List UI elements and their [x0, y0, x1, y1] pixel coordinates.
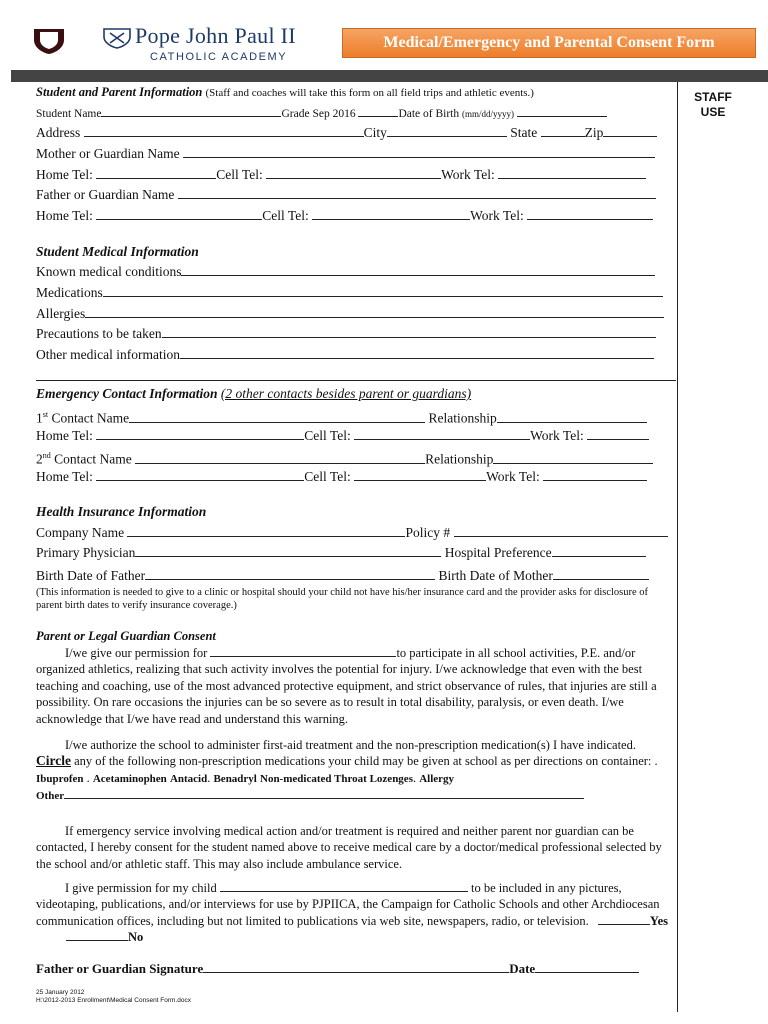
mother-work-tel-field[interactable] — [498, 166, 646, 179]
med-allergy[interactable]: Allergy — [419, 772, 455, 785]
student-name-field[interactable] — [101, 104, 281, 117]
contact1-work-tel-label: Work Tel: — [530, 428, 584, 443]
mother-home-tel-field[interactable] — [96, 166, 216, 179]
student-parent-heading-note: (Staff and coaches will take this form on all field trips and athletic events.) — [205, 87, 534, 99]
consent-p1-rest: to participate in all school activities, P.E. and/or organized athletics, realizing that such activity involves the potential for injury. I/we acknowledge that even with the best teaching and coaching, use of the most advanced protective equipment, and strict observance of rules, that injuries are still a possibility. On rare occasions the injuries can be so severe as to result in total disability, paralysis, or even death. I/we acknowledge that I/we have read and understand this warning. — [36, 646, 657, 726]
mother-label: Mother or Guardian Name — [36, 146, 180, 161]
father-cell-tel-label: Cell Tel: — [262, 208, 309, 223]
company-label: Company Name — [36, 525, 125, 540]
contact2-cell-tel-field[interactable] — [354, 468, 486, 481]
mother-cell-tel-field[interactable] — [266, 166, 441, 179]
consent-paragraph-4 — [36, 880, 674, 946]
contact2-row — [36, 447, 653, 468]
form-title: Medical/Emergency and Parental Consent Form — [383, 34, 715, 51]
policy-label: Policy # — [405, 525, 451, 540]
media-no-field[interactable] — [66, 929, 128, 941]
father-work-tel-label: Work Tel: — [470, 208, 524, 223]
signature-row — [36, 960, 639, 977]
father-home-tel-label: Home Tel: — [36, 208, 93, 223]
medical-extra-line[interactable] — [36, 380, 676, 381]
city-label: City — [363, 125, 387, 140]
medication-options: . Ibuprofen . Acetaminophen Antacid. Benadryl Non-medicated Throat Lozenges. Allergy — [36, 754, 658, 785]
school-subtitle: CATHOLIC ACADEMY — [150, 51, 288, 63]
margin-divider-line — [677, 82, 678, 1012]
consent-p2-start: I/we authorize the school to administer first-aid treatment and the non-prescription medication(s) I have indicated. — [65, 738, 636, 752]
med-other-label: Other — [36, 790, 65, 803]
mother-birth-field[interactable] — [553, 567, 649, 580]
father-phone-row — [36, 207, 653, 224]
contact1-name-label: Contact Name — [48, 410, 130, 426]
physician-row — [36, 544, 646, 561]
consent-paragraph-1 — [36, 645, 674, 727]
contact2-relationship-field[interactable] — [493, 451, 653, 464]
footer-date: 25 January 2012 — [36, 989, 85, 996]
mother-row — [36, 145, 655, 162]
medications-row — [36, 284, 663, 301]
precautions-row — [36, 325, 656, 342]
medical-heading: Student Medical Information — [36, 244, 199, 259]
address-label: Address — [36, 125, 81, 140]
school-name: Pope John Paul II — [135, 23, 296, 48]
grade-field[interactable] — [358, 104, 398, 117]
emergency-heading-note: (2 other contacts besides parent or guardians) — [220, 386, 472, 401]
hospital-field[interactable] — [552, 544, 646, 557]
contact1-name-field[interactable] — [129, 410, 425, 423]
precautions-label: Precautions to be taken — [36, 326, 162, 341]
med-acetaminophen[interactable]: Acetaminophen — [92, 772, 167, 785]
contact1-cell-tel-field[interactable] — [354, 427, 530, 440]
consent-p2-rest: any of the following non-prescription medications your child may be given at school as per directions on container: — [74, 754, 652, 769]
header-divider-bar — [11, 70, 768, 82]
father-row — [36, 186, 656, 203]
contact1-home-tel-field[interactable] — [96, 427, 304, 440]
shield-logo-icon — [33, 28, 65, 55]
contact1-relationship-label: Relationship — [428, 410, 497, 426]
mother-field[interactable] — [183, 145, 655, 158]
student-parent-heading: Student and Parent Information — [36, 85, 203, 99]
staff-use-label: STAFF USE — [694, 90, 732, 119]
contact2-phone-row — [36, 468, 647, 485]
conditions-field[interactable] — [181, 263, 655, 276]
student-name-row — [36, 104, 607, 123]
circle-word: Circle — [36, 753, 71, 769]
mother-birth-label: Birth Date of Mother — [438, 568, 553, 583]
allergies-label: Allergies — [36, 306, 86, 321]
student-name-label: Student Name — [36, 108, 102, 120]
contact2-relationship-label: Relationship — [425, 451, 494, 467]
state-field[interactable] — [541, 124, 585, 137]
mother-work-tel-label: Work Tel: — [441, 167, 495, 182]
contact2-sup: nd — [42, 451, 51, 460]
other-medical-field[interactable] — [180, 346, 654, 359]
contact2-name-field[interactable] — [135, 451, 425, 464]
dob-label: Date of Birth — [398, 108, 460, 120]
contact1-row — [36, 406, 647, 427]
state-label: State — [510, 125, 538, 140]
father-cell-tel-field[interactable] — [312, 207, 470, 220]
father-label: Father or Guardian Name — [36, 187, 175, 202]
signature-date-field[interactable] — [535, 960, 639, 973]
allergies-row — [36, 305, 664, 322]
policy-field[interactable] — [454, 524, 668, 537]
dob-format-label: (mm/dd/yyyy) — [462, 109, 515, 119]
med-benadryl[interactable]: Benadryl — [213, 772, 257, 785]
media-no-label: No — [128, 930, 144, 945]
med-lozenges[interactable]: Non-medicated Throat Lozenges — [260, 772, 413, 785]
consent-p3-text: If emergency service involving medical action and/or treatment is required and neither parent nor guardian can be contacted, I hereby consent for the student named above to receive medical care by a doctor/medical professional selected by the school and/or athletic staff. This may also include ambulance service. — [36, 824, 662, 871]
zip-label: Zip — [584, 125, 604, 140]
contact2-work-tel-field[interactable] — [543, 468, 647, 481]
father-birth-label: Birth Date of Father — [36, 568, 146, 583]
form-title-banner — [342, 28, 756, 58]
contact1-home-tel-label: Home Tel: — [36, 428, 93, 443]
physician-field[interactable] — [135, 544, 441, 557]
contact1-num: 1 — [36, 410, 43, 426]
emergency-heading-line — [36, 385, 471, 402]
father-home-tel-field[interactable] — [96, 207, 262, 220]
footer-path: H:\2012-2013 Enrollment\Medical Consent Form.docx — [36, 997, 191, 1004]
city-field[interactable] — [387, 124, 507, 137]
hospital-label: Hospital Preference — [444, 545, 552, 560]
birthdates-row — [36, 567, 649, 584]
conditions-label: Known medical conditions — [36, 264, 182, 279]
father-work-tel-field[interactable] — [527, 207, 653, 220]
insurance-note: (This information is needed to give to a clinic or hospital should your child not have his/her insurance card and the provider asks for disclosure of parent birth dates to verify insurance coverage.) — [36, 587, 649, 611]
contact2-cell-tel-label: Cell Tel: — [304, 469, 351, 484]
other-medical-row — [36, 346, 654, 363]
participant-name-field[interactable] — [210, 645, 396, 657]
contact1-sup: st — [42, 410, 49, 419]
mother-home-tel-label: Home Tel: — [36, 167, 93, 182]
contact2-work-tel-label: Work Tel: — [486, 469, 540, 484]
contact2-num: 2 — [36, 451, 43, 467]
company-field[interactable] — [127, 524, 405, 537]
contact1-cell-tel-label: Cell Tel: — [304, 428, 351, 443]
grade-label: Grade Sep 2016 — [281, 108, 356, 120]
allergies-field[interactable] — [85, 305, 664, 318]
media-yes-field[interactable] — [598, 913, 650, 925]
consent-p1-start: I/we give our permission for — [65, 646, 208, 660]
media-yes-label: Yes — [649, 913, 668, 928]
company-row — [36, 524, 668, 541]
consent-p4-rest: to be included in any pictures, videotaping, publications, and/or interviews for use by PJPIICA, the Campaign for Catholic Schools and other Archdiocesan communication offices, including but not limited to publications via web site, newspapers, radio, or television. — [36, 881, 660, 928]
mother-phone-row — [36, 166, 646, 183]
consent-paragraph-2 — [36, 737, 674, 805]
contact1-work-tel-field[interactable] — [587, 427, 649, 440]
precautions-field[interactable] — [162, 325, 656, 338]
contact1-phone-row — [36, 427, 649, 444]
contact2-home-tel-field[interactable] — [96, 468, 304, 481]
medications-label: Medications — [36, 285, 103, 300]
dob-field[interactable] — [517, 104, 607, 117]
consent-heading: Parent or Legal Guardian Consent — [36, 629, 216, 643]
media-child-name-field[interactable] — [220, 880, 468, 892]
med-antacid[interactable]: Antacid — [169, 772, 208, 785]
consent-paragraph-3 — [36, 823, 674, 872]
signature-label: Father or Guardian Signature — [36, 961, 204, 976]
zip-field[interactable] — [603, 124, 657, 137]
address-row — [36, 124, 657, 141]
contact2-home-tel-label: Home Tel: — [36, 469, 93, 484]
signature-field[interactable] — [203, 960, 509, 973]
insurance-heading: Health Insurance Information — [36, 504, 207, 519]
consent-p4-start: I give permission for my child — [65, 881, 217, 895]
address-field[interactable] — [84, 124, 364, 137]
contact1-relationship-field[interactable] — [497, 410, 647, 423]
signature-date-label: Date — [509, 961, 536, 976]
medications-field[interactable] — [103, 284, 663, 297]
mother-cell-tel-label: Cell Tel: — [216, 167, 263, 182]
emergency-heading: Emergency Contact Information — [36, 386, 218, 401]
physician-label: Primary Physician — [36, 545, 136, 560]
contact2-name-label: Contact Name — [50, 451, 132, 467]
student-parent-heading-line — [36, 84, 534, 102]
med-other-field[interactable] — [64, 787, 584, 799]
crest-icon — [102, 27, 132, 49]
med-ibuprofen[interactable]: Ibuprofen — [36, 772, 84, 785]
father-birth-field[interactable] — [145, 567, 435, 580]
father-field[interactable] — [178, 186, 656, 199]
other-medical-label: Other medical information — [36, 347, 180, 362]
conditions-row — [36, 263, 655, 280]
